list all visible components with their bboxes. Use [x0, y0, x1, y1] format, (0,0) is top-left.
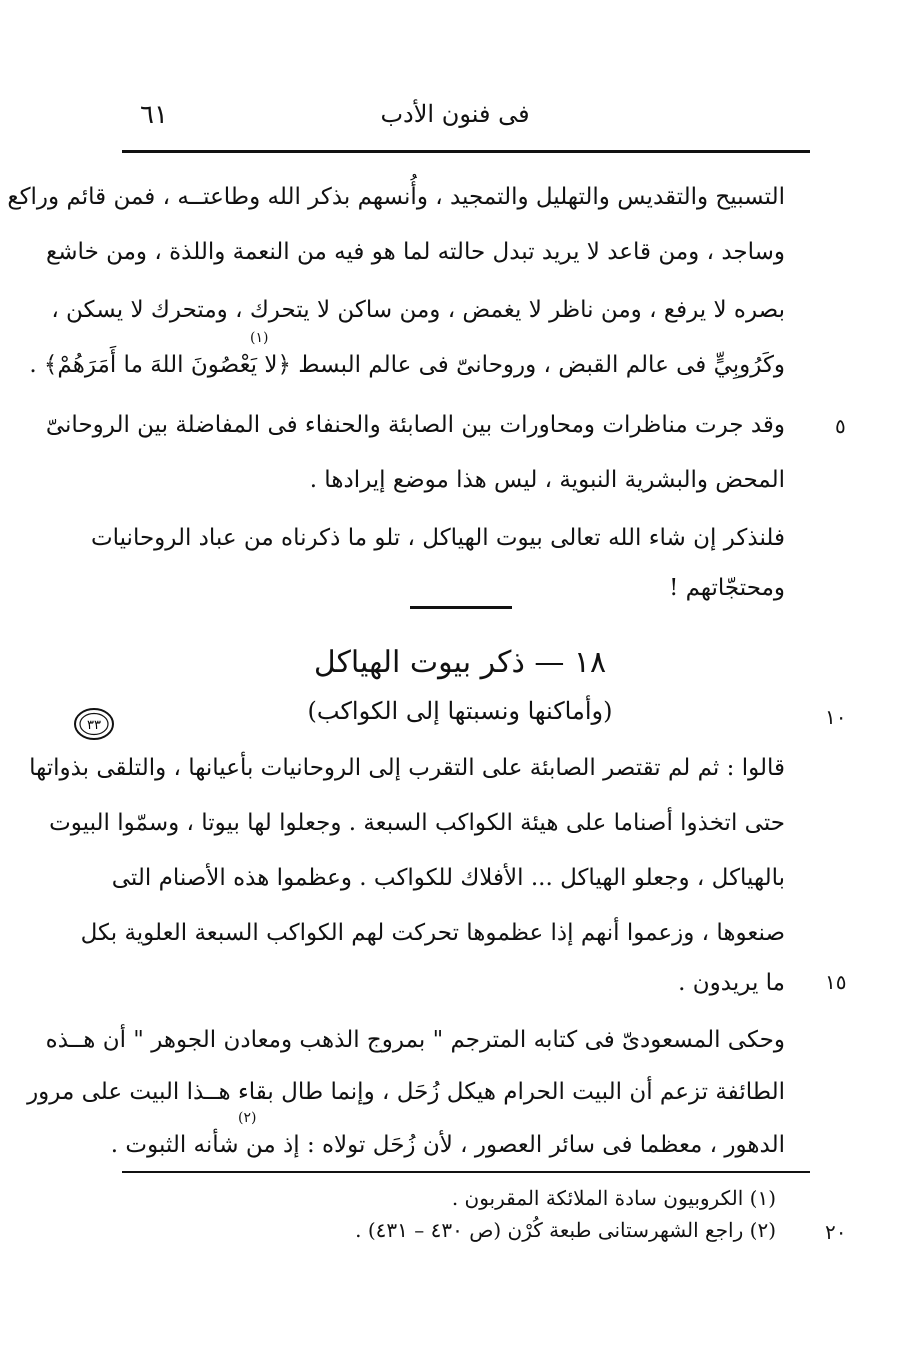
text-line: ما يريدون .: [678, 970, 785, 996]
footnote-rule: [122, 1171, 810, 1173]
text-line: فلنذكر إن شاء الله تعالى بيوت الهياكل ، تلو ما ذكرناه من عباد الروحانيات: [90, 525, 785, 551]
text-line: قالوا : ثم لم تقتصر الصابئة على التقرب إلى الروحانيات بأعيانها ، والتلقى بذواتها: [29, 755, 785, 781]
text-line: بالهياكل ، وجعلو الهياكل ... الأفلاك للكواكب . وعظموا هذه الأصنام التى: [111, 865, 785, 891]
text-line: الطائفة تزعم أن البيت الحرام هيكل زُحَل ، وإنما طال بقاء هــذا البيت على مرور: [27, 1079, 785, 1105]
text-line: وساجد ، ومن قاعد لا يريد تبدل حالته لما هو فيه من النعمة واللذة ، ومن خاشع: [46, 239, 785, 265]
margin-line-number: ٢٠: [825, 1220, 847, 1244]
text-line: وقد جرت مناظرات ومحاورات بين الصابئة والحنفاء فى المفاضلة بين الروحانىّ: [45, 412, 785, 438]
section-title: ١٨ — ذكر بيوت الهياكل: [313, 645, 607, 680]
footnote-2: (٢) راجع الشهرستانى طبعة كُرْن (ص ٤٣٠ – ٤٣١) .: [355, 1218, 776, 1242]
section-subtitle: (وأماكنها ونسبتها إلى الكواكب): [307, 697, 613, 725]
text-line: حتى اتخذوا أصناما على هيئة الكواكب السبعة . وجعلوا لها بيوتا ، وسمّوا البيوت: [49, 810, 785, 836]
text-line: وكَرُوبِيٍّ فى عالم القبض ، وروحانىّ فى عالم البسط ﴿لا يَعْصُونَ اللهَ ما أَمَرَهُمْ﴾ .: [29, 352, 785, 378]
margin-line-number: ١٥: [825, 970, 847, 994]
text-line: صنعوها ، وزعموا أنهم إذا عظموها تحركت لهم الكواكب السبعة العلوية بكل: [80, 920, 785, 946]
header-rule: [122, 150, 810, 153]
stamp-seal-icon: [72, 706, 116, 742]
svg-text:٣٣: ٣٣: [87, 718, 101, 733]
text-line: المحض والبشرية النبوية ، ليس هذا موضع إيرادها .: [309, 467, 785, 493]
footnote-ref-2: (٢): [238, 1110, 257, 1126]
running-header-title: فى فنون الأدب: [380, 100, 530, 128]
text-line: الدهور ، معظما فى سائر العصور ، لأن زُحَل تولاه : إذ من شأنه الثبوت .: [110, 1132, 785, 1158]
section-divider: [410, 606, 512, 609]
text-line: وحكى المسعودىّ فى كتابه المترجم " بمروج الذهب ومعادن الجوهر " أن هــذه: [45, 1027, 785, 1053]
margin-line-number: ١٠: [825, 705, 847, 729]
page-number: ٦١: [140, 100, 168, 130]
text-line: بصره لا يرفع ، ومن ناظر لا يغمض ، ومن ساكن لا يتحرك ، ومتحرك لا يسكن ،: [51, 297, 785, 323]
library-stamp: [72, 706, 116, 742]
footnote-ref-1: (١): [250, 330, 269, 346]
footnote-1: (١) الكروبيون سادة الملائكة المقربون .: [451, 1186, 776, 1210]
text-line: التسبيح والتقديس والتهليل والتمجيد ، وأُنسهم بذكر الله وطاعتــه ، فمن قائم وراكع: [7, 184, 785, 210]
margin-line-number: ٥: [835, 414, 846, 438]
text-line: ومحتجّاتهم !: [669, 575, 785, 601]
